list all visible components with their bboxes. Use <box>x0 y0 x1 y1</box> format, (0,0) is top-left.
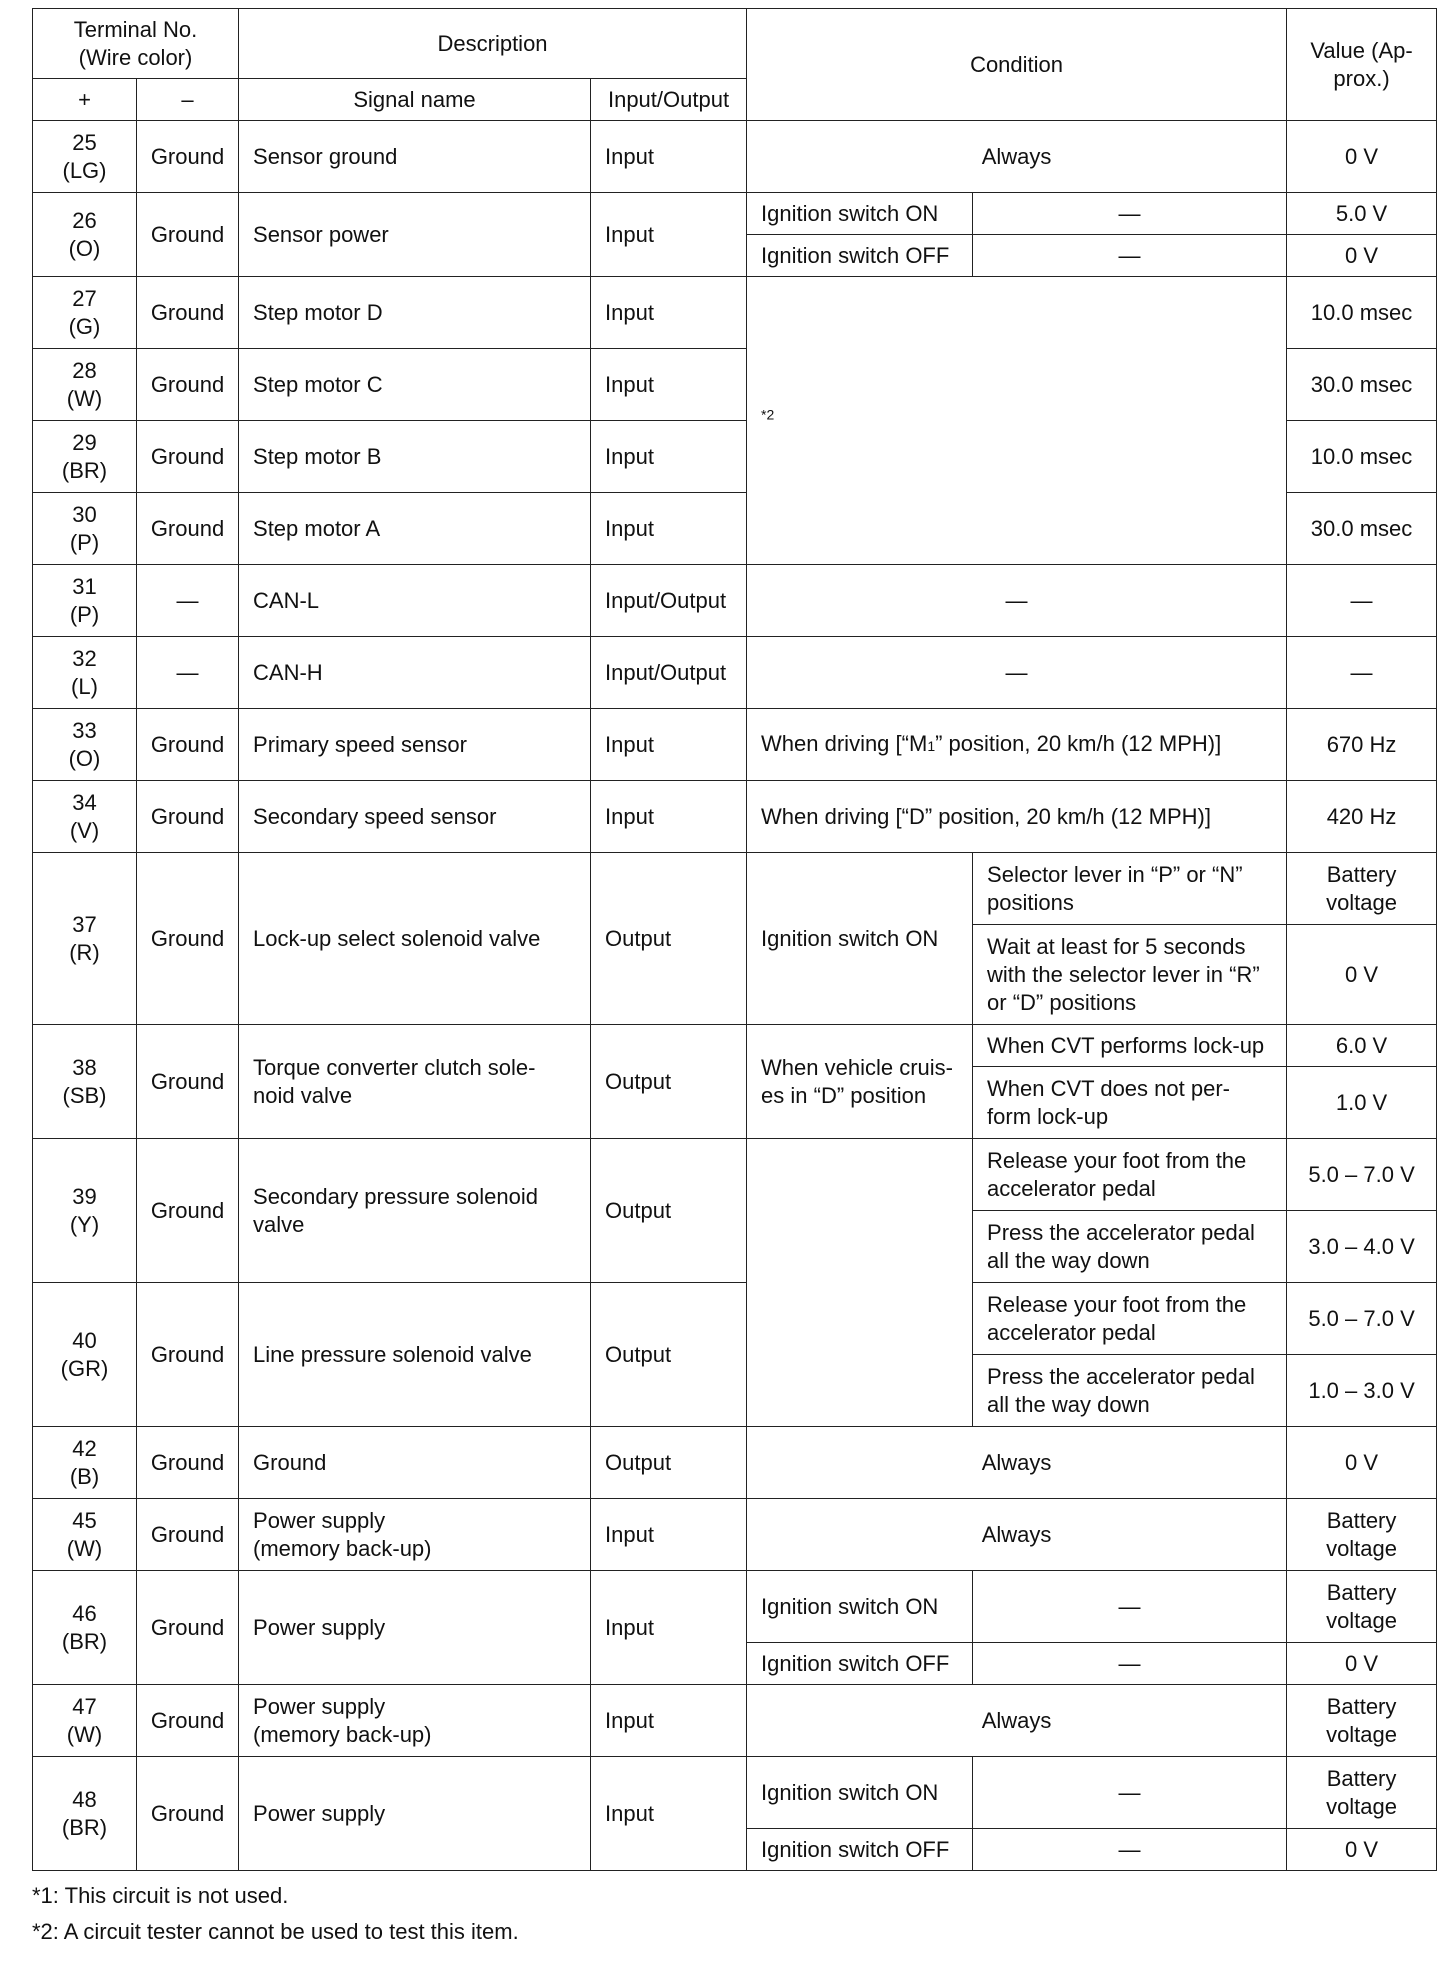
signal-cell: Primary speed sensor <box>239 709 591 781</box>
value-cell: 3.0 – 4.0 V <box>1287 1211 1437 1283</box>
terminal-cell: 29 (BR) <box>33 421 137 493</box>
value-cell: 0 V <box>1287 121 1437 193</box>
terminal-cell: 37 (R) <box>33 853 137 1025</box>
condition-cell: Always <box>747 1427 1287 1499</box>
step-motor-condition-cell <box>747 277 1287 565</box>
table-row <box>33 193 1437 235</box>
condition-subscript: 1 <box>927 737 936 754</box>
terminal-cell: 34 (V) <box>33 781 137 853</box>
condition-cell: Ignition switch ON <box>747 193 973 235</box>
io-cell: Input <box>591 1757 747 1871</box>
footnotes <box>32 1878 519 1950</box>
sub-condition-cell: — <box>973 1829 1287 1871</box>
terminal-cell: 31 (P) <box>33 565 137 637</box>
terminal-cell: 38 (SB) <box>33 1025 137 1139</box>
condition-text-start: When driving [“M <box>761 730 928 756</box>
value-cell: — <box>1287 565 1437 637</box>
value-cell: Battery voltage <box>1287 1499 1437 1571</box>
terminal-cell: 46 (BR) <box>33 1571 137 1685</box>
sub-condition-cell: Selector lever in “P” or “N” positions <box>973 853 1287 925</box>
value-cell: — <box>1287 637 1437 709</box>
sub-condition-cell: — <box>973 193 1287 235</box>
io-cell: Input <box>591 781 747 853</box>
value-cell: 0 V <box>1287 1829 1437 1871</box>
condition-cell: Ignition switch ON <box>747 1571 973 1643</box>
header-input-output: Input/Output <box>591 79 747 121</box>
value-cell: 420 Hz <box>1287 781 1437 853</box>
io-cell: Input <box>591 1571 747 1685</box>
negative-cell: Ground <box>137 1685 239 1757</box>
condition-cell: Ignition switch OFF <box>747 1643 973 1685</box>
io-cell: Input <box>591 493 747 565</box>
negative-cell: Ground <box>137 1427 239 1499</box>
signal-cell: Power supply <box>239 1757 591 1871</box>
negative-cell: Ground <box>137 853 239 1025</box>
condition-cell: Ignition switch OFF <box>747 1829 973 1871</box>
negative-cell: Ground <box>137 1571 239 1685</box>
condition-cell: Ignition switch ON <box>747 853 973 1025</box>
table-row <box>33 1427 1437 1499</box>
value-cell: Battery voltage <box>1287 853 1437 925</box>
io-cell: Input <box>591 277 747 349</box>
io-cell: Input <box>591 121 747 193</box>
condition-cell: — <box>747 637 1287 709</box>
signal-cell: Power supply (memory back-up) <box>239 1685 591 1757</box>
io-cell: Output <box>591 1427 747 1499</box>
footnote-2-marker: *2 <box>761 406 775 423</box>
negative-cell: Ground <box>137 493 239 565</box>
negative-cell: Ground <box>137 1283 239 1427</box>
signal-cell: Step motor D <box>239 277 591 349</box>
negative-cell: — <box>137 637 239 709</box>
sub-condition-cell: — <box>973 1571 1287 1643</box>
negative-cell: Ground <box>137 349 239 421</box>
signal-cell: Torque converter clutch sole-noid valve <box>239 1025 591 1139</box>
value-cell: 5.0 – 7.0 V <box>1287 1283 1437 1355</box>
condition-cell: Always <box>747 1499 1287 1571</box>
sub-condition-cell: — <box>973 235 1287 277</box>
table-row <box>33 781 1437 853</box>
header-terminal: Terminal No. (Wire color) <box>33 9 239 79</box>
header-minus: – <box>137 79 239 121</box>
header-description: Description <box>239 9 747 79</box>
footnote-1: *1: This circuit is not used. <box>32 1883 289 1908</box>
table-row <box>33 277 1437 349</box>
value-cell: 5.0 – 7.0 V <box>1287 1139 1437 1211</box>
signal-cell: Step motor C <box>239 349 591 421</box>
header-condition: Condition <box>747 9 1287 121</box>
signal-cell: Sensor power <box>239 193 591 277</box>
idle-condition-cell <box>747 1139 973 1427</box>
table-row <box>33 1499 1437 1571</box>
io-cell: Input/Output <box>591 565 747 637</box>
terminal-cell: 39 (Y) <box>33 1139 137 1283</box>
terminal-spec-table <box>32 8 1437 1871</box>
condition-cell <box>747 709 1287 781</box>
terminal-cell: 45 (W) <box>33 1499 137 1571</box>
negative-cell: Ground <box>137 277 239 349</box>
value-cell: 10.0 msec <box>1287 421 1437 493</box>
header-signal-name: Signal name <box>239 79 591 121</box>
value-cell: 30.0 msec <box>1287 349 1437 421</box>
table-row <box>33 1571 1437 1643</box>
sub-condition-cell: — <box>973 1643 1287 1685</box>
header-row-1 <box>33 9 1437 79</box>
condition-cell: When driving [“D” position, 20 km/h (12 MPH)] <box>747 781 1287 853</box>
table-row <box>33 1757 1437 1829</box>
value-cell: Battery voltage <box>1287 1757 1437 1829</box>
io-cell: Output <box>591 853 747 1025</box>
value-cell: 1.0 V <box>1287 1067 1437 1139</box>
io-cell: Input <box>591 1499 747 1571</box>
negative-cell: Ground <box>137 1499 239 1571</box>
value-cell: Battery voltage <box>1287 1685 1437 1757</box>
negative-cell: Ground <box>137 1757 239 1871</box>
value-cell: 30.0 msec <box>1287 493 1437 565</box>
terminal-cell: 33 (O) <box>33 709 137 781</box>
table-row <box>33 637 1437 709</box>
table-row <box>33 1139 1437 1211</box>
signal-cell: Line pressure solenoid valve <box>239 1283 591 1427</box>
signal-cell: CAN-H <box>239 637 591 709</box>
negative-cell: Ground <box>137 781 239 853</box>
io-cell: Input <box>591 421 747 493</box>
terminal-spec-table-wrapper <box>32 8 1436 1871</box>
condition-cell: Ignition switch ON <box>747 1757 973 1829</box>
sub-condition-cell: Press the accelerator pedal all the way down <box>973 1355 1287 1427</box>
value-cell: 670 Hz <box>1287 709 1437 781</box>
terminal-cell: 25 (LG) <box>33 121 137 193</box>
value-cell: 0 V <box>1287 1427 1437 1499</box>
condition-cell: When vehicle cruis-es in “D” position <box>747 1025 973 1139</box>
terminal-cell: 48 (BR) <box>33 1757 137 1871</box>
terminal-cell: 47 (W) <box>33 1685 137 1757</box>
io-cell: Input <box>591 709 747 781</box>
io-cell: Output <box>591 1139 747 1283</box>
value-cell: 0 V <box>1287 1643 1437 1685</box>
footnote-2: *2: A circuit tester cannot be used to test this item. <box>32 1919 519 1944</box>
condition-cell: — <box>747 565 1287 637</box>
signal-cell: Step motor A <box>239 493 591 565</box>
terminal-cell: 32 (L) <box>33 637 137 709</box>
value-cell: 6.0 V <box>1287 1025 1437 1067</box>
table-row <box>33 709 1437 781</box>
signal-cell: Lock-up select solenoid valve <box>239 853 591 1025</box>
negative-cell: Ground <box>137 1139 239 1283</box>
sub-condition-cell: Wait at least for 5 seconds with the selector lever in “R” or “D” positions <box>973 925 1287 1025</box>
terminal-cell: 40 (GR) <box>33 1283 137 1427</box>
negative-cell: Ground <box>137 193 239 277</box>
negative-cell: Ground <box>137 709 239 781</box>
terminal-cell: 26 (O) <box>33 193 137 277</box>
value-cell: 10.0 msec <box>1287 277 1437 349</box>
value-cell: 0 V <box>1287 235 1437 277</box>
negative-cell: Ground <box>137 1025 239 1139</box>
terminal-cell: 42 (B) <box>33 1427 137 1499</box>
condition-text-end: ” position, 20 km/h (12 MPH)] <box>935 730 1222 756</box>
sub-condition-cell: — <box>973 1757 1287 1829</box>
terminal-cell: 28 (W) <box>33 349 137 421</box>
value-cell: Battery voltage <box>1287 1571 1437 1643</box>
table-row <box>33 1283 1437 1355</box>
signal-cell: Power supply <box>239 1571 591 1685</box>
table-row <box>33 853 1437 925</box>
header-plus: + <box>33 79 137 121</box>
terminal-cell: 30 (P) <box>33 493 137 565</box>
signal-cell: Secondary speed sensor <box>239 781 591 853</box>
signal-cell: CAN-L <box>239 565 591 637</box>
signal-cell: Secondary pressure solenoid valve <box>239 1139 591 1283</box>
value-cell: 0 V <box>1287 925 1437 1025</box>
io-cell: Input/Output <box>591 637 747 709</box>
table-row <box>33 1685 1437 1757</box>
value-cell: 1.0 – 3.0 V <box>1287 1355 1437 1427</box>
sub-condition-cell: When CVT performs lock-up <box>973 1025 1287 1067</box>
table-row <box>33 1025 1437 1067</box>
signal-cell: Ground <box>239 1427 591 1499</box>
table-row <box>33 121 1437 193</box>
table-row <box>33 565 1437 637</box>
signal-cell: Power supply (memory back-up) <box>239 1499 591 1571</box>
negative-cell: Ground <box>137 121 239 193</box>
negative-cell: — <box>137 565 239 637</box>
sub-condition-cell: Release your foot from the accelerator pedal <box>973 1139 1287 1211</box>
value-cell: 5.0 V <box>1287 193 1437 235</box>
condition-cell: Always <box>747 1685 1287 1757</box>
header-value: Value (Ap- prox.) <box>1287 9 1437 121</box>
io-cell: Input <box>591 1685 747 1757</box>
terminal-cell: 27 (G) <box>33 277 137 349</box>
io-cell: Output <box>591 1025 747 1139</box>
signal-cell: Step motor B <box>239 421 591 493</box>
io-cell: Input <box>591 349 747 421</box>
sub-condition-cell: When CVT does not per-form lock-up <box>973 1067 1287 1139</box>
signal-cell: Sensor ground <box>239 121 591 193</box>
sub-condition-cell: Press the accelerator pedal all the way down <box>973 1211 1287 1283</box>
io-cell: Output <box>591 1283 747 1427</box>
negative-cell: Ground <box>137 421 239 493</box>
sub-condition-cell: Release your foot from the accelerator pedal <box>973 1283 1287 1355</box>
io-cell: Input <box>591 193 747 277</box>
condition-cell: Always <box>747 121 1287 193</box>
condition-cell: Ignition switch OFF <box>747 235 973 277</box>
